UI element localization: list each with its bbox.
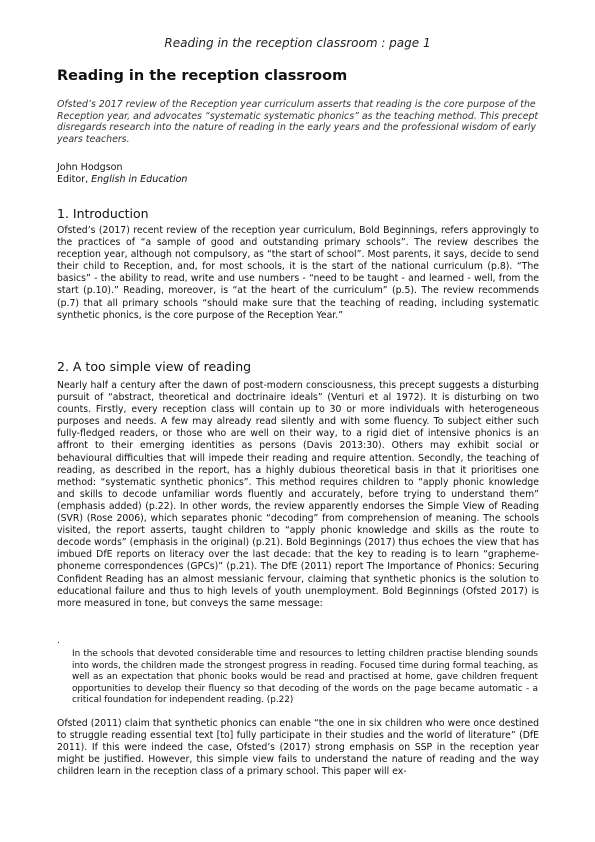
author-role: Editor, <box>57 174 92 185</box>
abstract: Ofsted’s 2017 review of the Reception year curriculum asserts that reading is the core purpose of the Reception year, and advocates “systematic systematic phonics” as the teaching method. This precept disregards research into the nature of reading in the early years and the professional wisdom of early years teachers. <box>57 99 539 145</box>
section-heading-introduction: 1. Introduction <box>57 206 149 221</box>
author-name: John Hodgson <box>57 162 123 173</box>
section-heading-simple-view: 2. A too simple view of reading <box>57 359 252 374</box>
continuation-paragraph: Ofsted (2011) claim that synthetic phonics can enable “the one in six children who were once destined to struggle reading essential text [to] fully participate in their studies and the world of literature” (DfE 2011). If this were indeed the case, Ofsted’s (2017) strong emphasis on SSP in the reception year might be justified. However, this simple view fails to understand the nature of reading and the way children learn in the reception class of a primary school. This paper will ex- <box>57 718 539 778</box>
journal-name: English in Education <box>91 174 188 185</box>
author-block <box>57 162 187 186</box>
author-affiliation <box>57 174 187 186</box>
simple-view-paragraph: Nearly half a century after the dawn of post-modern consciousness, this precept suggests a disturbing pursuit of “abstract, theoretical and doctrinaire ideals” (Venturi et al 1972). It is disturbing on two counts. Firstly, every reception class will contain up to 30 or more individuals with heterogeneous purposes and needs. A few may already read silently and with some fluency. To subject either such fully-fledged readers, or those who are well on their way, to a rigid diet of intensive phonics is an affront to their emerging identities as persons (Davis 2013:30). Others may exhibit social or behavioural difficulties that will impede their reading and require attention. Secondly, the teaching of reading, as described in the report, has a highly dubious theoretical basis in that it prioritises one method: “systematic synthetic phonics”. This method requires children to “apply phonic knowledge and skills to decode unfamiliar words fluently and accurately, before trying to understand them” (emphasis added) (p.22). In other words, the review apparently endorses the Simple View of Reading (SVR) (Rose 2006), which separates phonic “decoding” from comprehension of meaning. The schools visited, the report asserts, taught children to “apply phonic knowledge and skills as the route to decode words” (emphasis in the original) (p.21). Bold Beginnings (2017) thus echoes the view that has imbued DfE reports on literacy over the last decade: that the key to reading is to learn “grapheme-phoneme correspondences (GPCs)” (p.21). The DfE (2011) report The Importance of Phonics: Securing Confident Reading has an almost messianic fervour, claiming that synthetic phonics is the solution to educational failure and thus to high levels of youth unemployment. Bold Beginnings (Ofsted 2017) is more measured in tone, but conveys the same message: <box>57 380 539 609</box>
introduction-paragraph: Ofsted’s (2017) recent review of the reception year curriculum, Bold Beginnings, refers approvingly to the practices of “a sample of good and outstanding primary schools”. The review describes the reception year, although not compulsory, as “the start of school”. Most parents, it says, decide to send their child to Reception, and, for most schools, it is the start of the national curriculum (p.8). “The basics” - the ability to read, write and use numbers - “need to be taught - and learned - well, from the start (p.10).” Reading, moreover, is “at the heart of the curriculum” (p.5). The review recommends (p.7) that all primary schools “should make sure that the teaching of reading, including systematic synthetic phonics, is the core purpose of the Reception Year.” <box>57 225 539 321</box>
quote-marker: . <box>57 636 60 646</box>
running-header: Reading in the reception classroom : page 1 <box>164 36 431 50</box>
block-quote: In the schools that devoted considerable time and resources to letting children practise blending sounds into words, the children made the strongest progress in reading. Focused time during formal teaching, as well as an expectation that phonic books would be read and practised at home, gave children frequent opportunities to develop their fluency so that decoding of the words on the page became automatic - a critical foundation for independent reading. (p.22) <box>72 649 538 705</box>
paper-title: Reading in the reception classroom <box>57 68 348 84</box>
